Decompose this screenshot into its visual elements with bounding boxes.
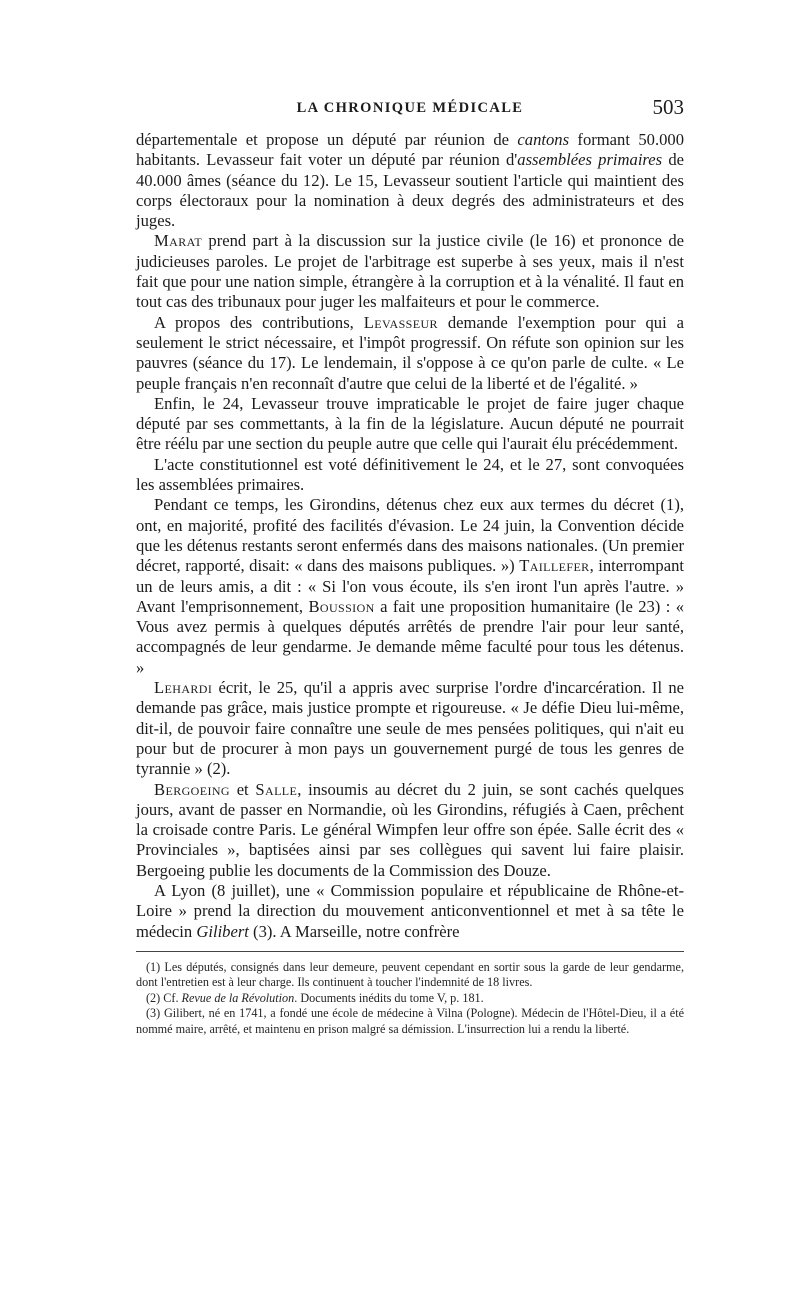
fn2-text-a: (2) Cf. [146, 990, 182, 1005]
paragraph-1 [136, 130, 684, 231]
p3-text-b: demande l'exemption pour qui a seulement le strict nécessaire, et l'impôt progressif. On réfute son opinion sur les pauvres (séance du 17). Le lendemain, il s'oppose à ce qu'on parle de culte. « Le peuple français n'en reconnaît d'autre que celui de la liberté et de l'égalité. » [136, 312, 684, 393]
p1-text-c: formant 50.000 habitants. Levasseur fait voter un député par réunion d' [136, 130, 684, 170]
p1-italic-assemblees: assemblées primaires [517, 150, 663, 170]
footnotes [136, 960, 684, 1037]
p2-text: prend part à la discussion sur la justice civile (le 16) et prononce de judicieuses paroles. Le projet de l'arbitrage est superbe à ses yeux, mais il n'est fait que pour une nation simple, étrangère à la corruption et à la vénalité. Il faut en tout cas des tribunaux pour juger les malfaiteurs et pour le commerce. [136, 231, 684, 312]
p1-text-a: départementale et propose un député par réunion de [136, 130, 518, 149]
p9-text-c: (3). A Marseille, notre confrère [248, 921, 460, 941]
p9-italic-gilibert: Gilibert [196, 921, 249, 941]
running-head [136, 95, 684, 126]
paragraph-5: L'acte constitutionnel est voté définitivement le 24, et le 27, sont convoquées les assemblées primaires. [136, 454, 684, 495]
p6-name-boussion: Boussion [308, 596, 375, 616]
paragraph-7 [136, 678, 684, 779]
paragraph-6 [136, 495, 684, 678]
p7-text: écrit, le 25, qu'il a appris avec surprise l'ordre d'incarcération. Il ne demande pas grâce, mais justice prompte et rigoureuse. « Je défie Dieu lui-même, dit-il, de pouvoir faire connaître une seule de mes pensées politiques, qui n'ait eu pour but de procurer à mon pays un gouvernement purgé de tous les genres de tyrannie » (2). [136, 678, 684, 779]
p2-name-marat: Marat [154, 231, 203, 251]
p8-text-b: , insoumis au décret du 2 juin, se sont cachés quelques jours, avant de passer en Normandie, où les Girondins, réfugiés à Caen, prêchent la croisade contre Paris. Le général Wimpfen leur offre son épée. Salle écrit des « Provinciales », baptisées ainsi par ses collègues qui savent lui faire plaisir. Bergoeing publie les documents de la Commission des Douze. [136, 779, 685, 880]
fn2-text-c: . Documents inédits du tome V, p. 181. [294, 990, 484, 1005]
paragraph-8 [136, 780, 684, 881]
p3-name-levasseur: Levasseur [363, 312, 438, 332]
body-text [136, 130, 684, 942]
paragraph-2 [136, 231, 684, 312]
paragraph-3 [136, 313, 684, 394]
page-number: 503 [652, 95, 684, 119]
p8-text-a: et [230, 779, 256, 799]
p1-italic-cantons: cantons [517, 130, 570, 149]
footnote-divider [136, 951, 684, 952]
footnote-2 [136, 991, 684, 1006]
p6-text-b: , interrompant un de leurs amis, a dit : « Si l'on vous écoute, ils s'en iront l'un après l'autre. » Avant l'emprisonnement, [136, 556, 684, 616]
p6-text-c: a fait une proposition humanitaire (le 23) : « Vous avez permis à quelques députés arrêtés de prendre l'air pour leur santé, accompagnés de leur gendarme. Je demande même faculté pour tous les détenus. » [136, 596, 684, 677]
footnote-3: (3) Gilibert, né en 1741, a fondé une école de médecine à Vilna (Pologne). Médecin de l'Hôtel-Dieu, il a été nommé maire, arrêté, et maintenu en prison malgré sa démission. L'insurrection lui a rendu la liberté. [136, 1006, 684, 1036]
book-page [136, 95, 685, 1037]
p6-text-a: Pendant ce temps, les Girondins, détenus chez eux aux termes du décret (1), ont, en majorité, profité des facilités d'évasion. Le 24 juin, la Convention décide que les détenus restants seront enfermés dans des maisons nationales. (Un premier décret, rapporté, disait: « dans des maisons publiques. ») [136, 495, 684, 576]
p8-name-bergoeing: Bergoeing [154, 779, 230, 799]
p1-text-e: de 40.000 âmes (séance du 12). Le 15, Levasseur soutient l'article qui maintient des corps électoraux pour la nomination à deux degrés des administrateurs et des juges. [136, 150, 684, 231]
running-title: LA CHRONIQUE MÉDICALE [296, 100, 524, 116]
p8-name-salle: Salle [255, 779, 298, 799]
fn2-italic-revue: Revue de la Révolution [181, 990, 295, 1005]
footnote-1: (1) Les députés, consignés dans leur demeure, peuvent cependant en sortir sous la garde de leur gendarme, dont l'entretien est à leur charge. Ils continuent à toucher l'indemnité de 18 livres. [136, 959, 684, 990]
paragraph-4: Enfin, le 24, Levasseur trouve impraticable le projet de faire juger chaque député par ses commettants, à la fin de la législature. Aucun député ne pourrait être réélu par une section du peuple autre que celle qui l'aurait élu précédemment. [136, 393, 684, 454]
paragraph-9 [136, 881, 684, 942]
p7-name-lehardi: Lehardi [154, 678, 213, 698]
p6-name-taillefer: Taillefer [519, 556, 590, 576]
p9-text-a: A Lyon (8 juillet), une « Commission populaire et républicaine de Rhône-et-Loire » prend la direction du mouvement anticonventionnel et met à sa tête le médecin [136, 880, 684, 941]
p3-text-a: A propos des contributions, [154, 312, 364, 332]
